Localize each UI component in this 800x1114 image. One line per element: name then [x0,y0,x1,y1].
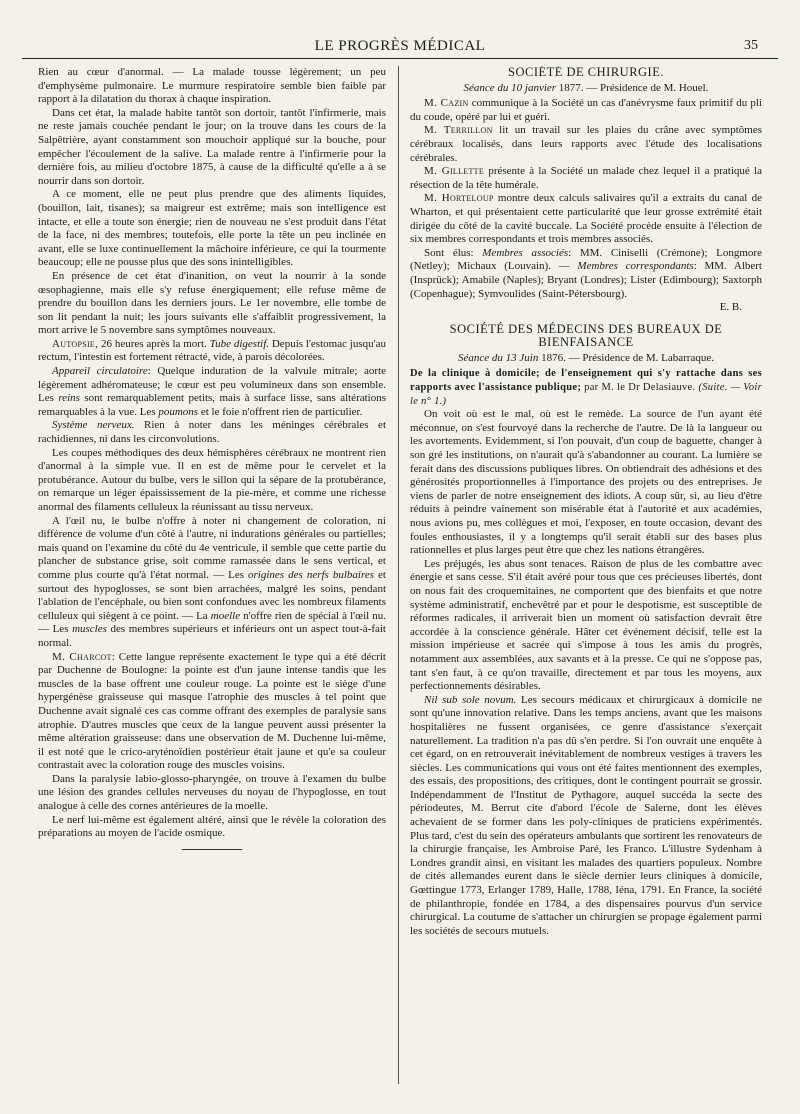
italic-run: Séance du 13 Juin [458,351,539,364]
text-run: Rien à noter dans les méninges cérébrales et rachidiennes, ni dans les circonvolutions. [38,419,386,446]
speaker-name: M. Terrillon [424,124,493,137]
text-run: : Cette langue représente exactement le type qui a été décrit par Duchenne de Boulogne: la pointe est d'un jaune intense tandis que les muscles de la base offrent une couleur rouge. La pointe est le siège d'une hypergénèse graisseuse qui masque l'atrophie des muscles à tel point que Duchenne avait signalé ces cas comme offrant des exemples de paralysie sans atrophie. D'autres muscles que ceux de la langue peuvent aussi présenter la même altération graisseuse: dans une observation de M. Duchenne lui-même, il est noté que le crico-aryténoïdien postérieur était jaune et qu'e sa couleur contrastait avec la coloration rouge des muscles voisins. [38,650,386,772]
paragraph [410,165,762,192]
text-run: 1876. — Présidence de M. Labarraque. [538,351,714,364]
paragraph-charcot [38,651,386,773]
paragraph: Les coupes méthodiques des deux hémisphères cérébraux ne montrent rien d'anormal à la simple vue. Il en est de même pour le cervelet et la protubérance. Autour du bulbe, vers le sillon qui la sépare de la protubérance, on remarque un léger épaississement de la pie-mère, et comme une richesse anormal des filaments celluleux la réunissant au tissu nerveux. [38,446,386,513]
text-run: présente à la Société un malade chez lequel il a pratiqué la résection de la tête humérale. [410,165,762,191]
paragraph [410,694,762,939]
italic-run: Système nerveux. [52,419,135,432]
text-run: communique à la Société un cas d'anévrysme faux primitif du pli du coude, opéré par lui et guéri. [410,97,762,123]
paragraph: A ce moment, elle ne peut plus prendre que des aliments liquides, (bouillon, lait, tisanes); sa maigreur est extrême; mais son intelligence est intacte, et elle a toute son énergie; rien de nouveau ne s'est produit dans l'état de la face, ni des membres; toutefois, elle porte la tête un peu inclinée en avant, elle se luxe continuellement la mâchoire inférieure, ce qui la tourmente beaucoup; elle ne pousse plus que des sons inintelligibles. [38,188,386,269]
end-rule [182,849,242,850]
text-run: A l'œil nu, le bulbe n'offre à noter ni changement de coloration, ni différence de volume d'un côté à l'autre, ni indurations générales ou partielles; mais quand on l'examine du côté du 4e ventricule, il semble que cette partie du plancher de substance grise, soit comme ramassée dans le sens vertical, et comme plus courte qu'à l'état normal. — Les [38,514,386,581]
paragraph [38,515,386,651]
text-run: lit un travail sur les plaies du crâne avec symptômes cérébraux localisés, dans leurs rapports avec l'étude des localisations cérébrales. [410,124,762,164]
page-number: 35 [744,38,758,53]
text-run: Depuis l'estomac jusqu'au rectum, l'intestin est fortement rétracté, vide, à parois décolorées. [38,337,386,364]
text-run: : Quelque induration de la valvule mitrale; aorte légèrement adhéromateuse; le cœur est peu volumineux dans son ensemble. Les [38,365,386,405]
speaker-name: M. Charcot [52,650,112,663]
heading-text: De la clinique à domicile; de l'enseignement qui s'y rattache dans ses rapports avec l'assistance publique; [410,368,762,394]
paragraph [38,419,386,446]
paragraph [38,365,386,419]
section-subtitle [410,82,762,96]
text-run: : MM. Ciniselli (Crémone); Longmore (Netley); Michaux (Louvain). — [410,246,762,273]
speaker-name: M. Cazin [424,97,469,110]
paragraph [410,124,762,165]
run-in-label: Autopsie, [52,337,99,350]
section-subtitle [410,352,762,366]
speaker-name: M. Gillette [424,165,485,178]
paragraph: En présence de cet état d'inanition, on veut la nourrir à la sonde œsophagienne, mais elle s'y refuse énergiquement; elle refuse même de prendre du bouillon dans les derniers jours. Le 1er novembre, elle tombe de son lit pendant la nuit; les jours suivants elle s'affaiblit progressivement, la mort arrive le 5 novembre sans symptômes nouveaux. [38,269,386,337]
text-run: et surtout des hypoglosses, se sont bien arrachées, malgré les soins, pendant l'ablation de l'encéphale, ou bien sont confondues avec les nombreux filaments celluleux qui siègent à ce point. — La [38,568,386,622]
text-run: Les secours médicaux et chirurgicaux à domicile ne sont qu'une innovation relative. Dans les temps anciens, avant que les maisons hospitalières ne fussent organisées, ce genre d'assistance s'exerçait naturellement. La tradition n'a pas dû s'en perdre. Si l'on ouvrait une enquête à cet égard, on en retrouverait inévitablement de nombreux vestiges à travers les siècles. Les communications qui vous ont été faites mentionnent des exemples, des essais, des propositions, des critiques, dont le contingent pourrait se grossir. Indépendamment de l'Institut de Pythagore, auquel succéda la secte des périodeutes, M. Berrut cite d'abord l'école de Salerne, dont les élèves achevaient de se former dans les poly-cliniques de praticiens expérimentés. Plus tard, c'est du sein des opérateurs ambulants que sortirent les renovateurs de la chirurgie française, les Ambroise Paré, les Franco. L'illustre Sydenham à Londres grandit ainsi, en visitant les malades des quartiers populeux. Nombre de cités allemandes eurent dans le siècle dernier leurs cliniques à domicile, Gœttingue 1773, Erlanger 1789, Halle, 1788, Iéna, 1791. En France, la société de philanthropie, fondée en 1784, a des dispensaires pourvus d'un service chirurgical. La coutume de s'attacher un chirurgien se propage également parmi les sociétés de secours mutuels. [410,693,762,937]
paragraph: Dans cet état, la malade habite tantôt son dortoir, tantôt l'infirmerie, mais ne reste jamais couchée pendant le jour; on la trouve dans les cours de la Salpêtrière, ayant constamment son mouchoir appliqué sur la bouche, pour empêcher l'écoulement de la salive. La malade rentre à l'infirmerie pour la dernière fois, au milieu d'octobre 1875, à cause de la difficulté qu'elle a à se nourrir dans son dortoir. [38,106,386,187]
speaker-name: M. Horteloup [424,192,494,205]
text-run: des membres supérieurs et inférieurs ont un aspect tout-à-fait normal. [38,623,386,649]
italic-run: Nil sub sole novum. [424,693,517,706]
page-header [22,36,778,59]
paragraph: Le nerf lui-même est également altéré, ainsi que le révèle la coloration des préparations au moyen de l'acide osmique. [38,813,386,840]
signature: E. B. [719,301,742,314]
paragraph: Rien au cœur d'anormal. — La malade tousse légèrement; un peu d'emphysème pulmonaire. Le murmure respiratoire semble bien faible par rapport à la dilatation du thorax à chaque inspiration. [38,66,386,106]
italic-run: moelle [210,609,241,622]
italic-run: Tube digestif. [209,337,270,350]
paragraph: Dans la paralysie labio-glosso-pharyngée, on trouve à l'examen du bulbe une lésion des grandes cellules nerveuses du noyau de l'hypoglosse, en tout analogue à celle des cornes antérieures de la moelle. [38,772,386,813]
text-run: montre deux calculs salivaires qu'il a extraits du canal de Wharton, et qui présentaient cette particularité que leur grosse extrémité était dirigée du côté de la cavité buccale. La Société procède ensuite à l'élection de six membres correspondants et trois membres associés. [410,192,762,246]
continuation-note: (Suite. — Voir le n° 1.) [410,382,762,407]
text-run: : MM. Albert (Insprück); Amabile (Naples); Bryant (Londres); Lister (Edimbourg); Saxtorph (Copenhague); Symvoulides (Saint-Pétersbourg). [410,260,762,300]
text-run: et le foie n'offrent rien de particulier. [198,405,363,418]
italic-run: Membres correspondants [577,260,694,273]
italic-run: Appareil circulatoire [52,365,148,378]
running-title: LE PROGRÈS MÉDICAL [314,38,486,54]
left-column [38,66,386,1084]
paragraph-autopsie [38,338,386,365]
italic-run: poumons [158,405,199,418]
paragraph [410,97,762,124]
paragraph [410,247,762,301]
right-column [410,66,762,1084]
text-run: n'offre rien de spécial à l'œil nu. — Les [38,609,386,636]
italic-run: reins [58,392,80,405]
byline: par M. le Dr Delasiauve. [581,382,699,394]
text-run: sont remarquablement petits, mais à surface lisse, sans altérations remarquables à la vue. Les [38,392,386,418]
text-run: 26 heures après la mort. [98,337,210,350]
column-divider [398,66,399,1084]
italic-run: origines des nerfs bulbaires [248,568,374,581]
italic-run: muscles [72,623,107,636]
section-title: SOCIÉTÉ DE CHIRURGIE. [508,66,664,79]
italic-run: Membres associés [482,246,569,259]
text-run: Sont élus: [424,246,483,259]
text-run: 1877. — Présidence de M. Houel. [556,81,709,94]
italic-run: Séance du 10 janvier [463,81,557,94]
paragraph: Les préjugés, les abus sont tenaces. Raison de plus de les combattre avec énergie et sans cesse. S'il était avéré pour tous que ces précieuses libertés, dont on nous fait des croquemitaines, ne comportent que des bienfaits et que notre système administratif, enchevêtré par et pour le despotisme, est susceptible de réformes radicales, il arriverait bien un moment où satisfaction devrait être accordée à la conscience générale. Hâter cet événement décisif, telle est la mission impérieuse et sacrée qui s'impose à tous les amis du progrès, notamment aux assemblées, aux savants et à la presse. Ce qui ne s'oppose pas, tant s'en faut, à ce qu'on travaille, directement et par tous les moyens, aux perfectionnements désirables. [410,557,762,693]
paragraph [410,192,762,246]
paragraph: On voit où est le mal, où est le remède. La source de l'un ayant été méconnue, on s'est fourvoyé dans la recherche de l'autre. De là la langueur ou les avortements. Evidemment, si l'on pouvait, d'un coup de baguette, changer à son gré les institutions, on n'aurait qu'à s'abandonner au courant. La lumière se ferait dans des discussions publiques libres. On obtiendrait des adhésions et des générosités proportionnelles à l'importance des projets ou des entreprises. Je viens de parler de notre enseignement des idiots. A coup sûr, si, au lieu d'être réduits à peindre vainement son misérable état à l'autorité et aux académies, nous avions pu, mes collègues et moi, l'exposer, en toute occasion, devant des foules enthousiastes, il y a longtemps qu'il serait établi sur des bases plus rationnelles et plus larges peut être que chez les nations étrangères. [410,408,762,557]
article-heading [410,367,762,408]
section-title: SOCIÉTÉ DES MÉDECINS DES BUREAUX DE BIENFAISANCE [449,321,723,350]
